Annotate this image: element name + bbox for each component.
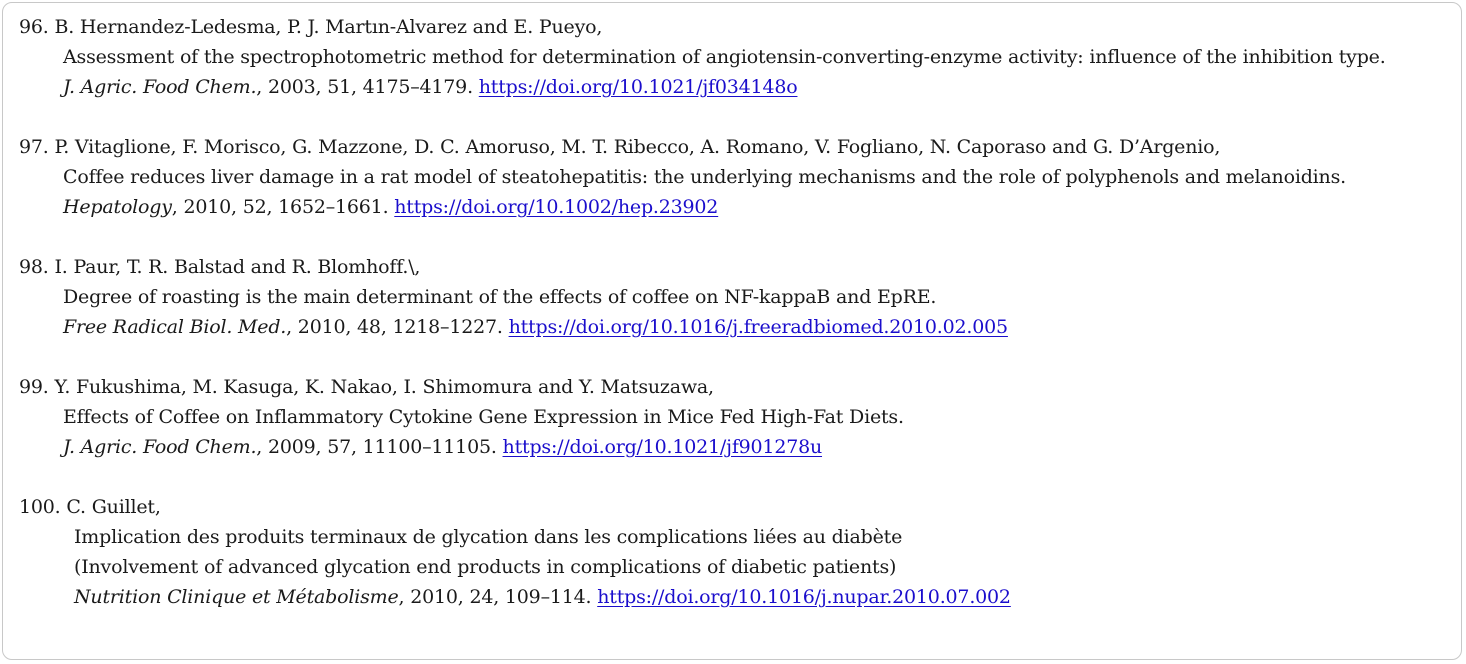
journal-name: J. Agric. Food Chem. <box>63 436 257 458</box>
reference-citation <box>19 582 1459 612</box>
reference-authors: Y. Fukushima, M. Kasuga, K. Nakao, I. Shimomura and Y. Matsuzawa, <box>54 376 714 398</box>
reference-96 <box>19 12 1459 102</box>
citation-details: , 2009, 57, 11100–11105. <box>256 436 503 458</box>
reference-header <box>19 492 1459 522</box>
reference-citation <box>19 432 1459 462</box>
reference-number: 100. <box>19 496 61 518</box>
reference-title: Implication des produits terminaux de glycation dans les complications liées au diabète <box>74 526 903 548</box>
citation-details: , 2003, 51, 4175–4179. <box>256 76 479 98</box>
reference-number: 96. <box>19 16 49 38</box>
reference-citation <box>19 192 1459 222</box>
reference-98 <box>19 252 1459 342</box>
reference-title: Coffee reduces liver damage in a rat model of steatohepatitis: the underlying mechanisms and the role of polyphenols and melanoidins. <box>63 166 1346 188</box>
journal-name: Nutrition Clinique et Métabolisme <box>74 586 399 608</box>
reference-authors: C. Guillet, <box>66 496 161 518</box>
reference-citation <box>19 312 1459 342</box>
doi-link[interactable]: https://doi.org/10.1002/hep.23902 <box>394 196 719 218</box>
reference-97 <box>19 132 1459 222</box>
reference-header <box>19 132 1459 162</box>
doi-link[interactable]: https://doi.org/10.1016/j.freeradbiomed.2010.02.005 <box>508 316 1008 338</box>
reference-title: Degree of roasting is the main determinant of the effects of coffee on NF-kappaB and EpRE. <box>63 286 937 308</box>
journal-name: Hepatology <box>63 196 172 218</box>
reference-authors: B. Hernandez-Ledesma, P. J. Martın-Alvarez and E. Pueyo, <box>54 16 603 38</box>
citation-details: , 2010, 52, 1652–1661. <box>171 196 395 218</box>
reference-99 <box>19 372 1459 462</box>
doi-link[interactable]: https://doi.org/10.1021/jf901278u <box>502 436 823 458</box>
reference-number: 97. <box>19 136 49 158</box>
doi-link[interactable]: https://doi.org/10.1016/j.nupar.2010.07.002 <box>597 586 1011 608</box>
reference-header <box>19 12 1459 42</box>
reference-authors: I. Paur, T. R. Balstad and R. Blomhoff.\, <box>54 256 421 278</box>
reference-header <box>19 372 1459 402</box>
citation-details: , 2010, 48, 1218–1227. <box>286 316 509 338</box>
reference-list <box>19 12 1459 612</box>
journal-name: Free Radical Biol. Med. <box>63 316 287 338</box>
citation-details: , 2010, 24, 109–114. <box>398 586 598 608</box>
reference-citation <box>19 72 1459 102</box>
reference-authors: P. Vitaglione, F. Morisco, G. Mazzone, D. C. Amoruso, M. T. Ribecco, A. Romano, V. Fogliano, N. Caporaso and G. D’Argenio, <box>54 136 1221 158</box>
reference-title-translation: (Involvement of advanced glycation end products in complications of diabetic patients) <box>74 556 897 578</box>
reference-number: 98. <box>19 256 49 278</box>
reference-header <box>19 252 1459 282</box>
reference-title: Assessment of the spectrophotometric method for determination of angiotensin-converting-enzyme activity: influence of the inhibition type. <box>63 46 1386 68</box>
doi-link[interactable]: https://doi.org/10.1021/jf034148o <box>478 76 798 98</box>
reference-title: Effects of Coffee on Inflammatory Cytokine Gene Expression in Mice Fed High-Fat Diets. <box>63 406 904 428</box>
journal-name: J. Agric. Food Chem. <box>63 76 257 98</box>
reference-100 <box>19 492 1459 612</box>
reference-number: 99. <box>19 376 49 398</box>
